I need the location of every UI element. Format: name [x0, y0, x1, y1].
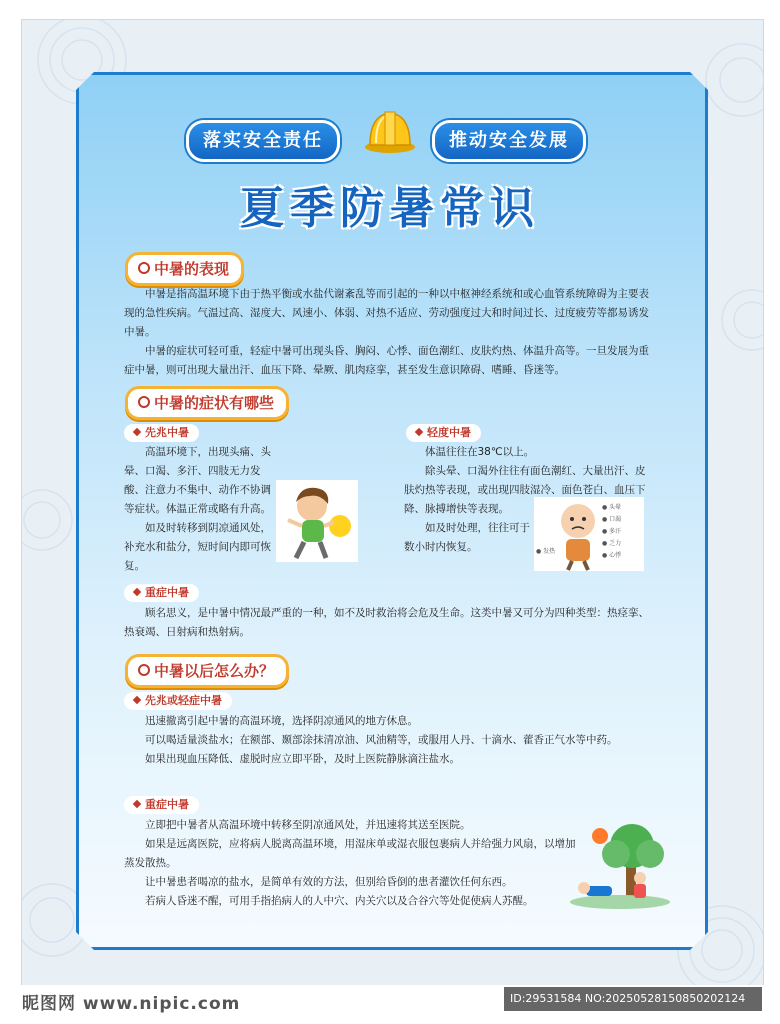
section-heading-symptoms [125, 252, 244, 286]
severe-body [124, 604, 654, 642]
hard-hat-icon [364, 103, 416, 159]
subheading-severe [124, 584, 199, 602]
svg-text:● 乏力: ● 乏力 [602, 540, 622, 547]
paragraph: 中暑的症状可轻可重，轻症中暑可出现头昏、胸闷、心悸、面色潮红、皮肤灼热、体温升高等。一旦发展为重症中暑，则可出现大量出汗、血压下降、晕厥、肌肉痉挛，甚至发生意识障碍、嗜睡、昏迷等。 [124, 345, 649, 376]
svg-text:● 发热: ● 发热 [536, 548, 556, 555]
rescue-under-tree-illustration [566, 824, 672, 914]
subheading-mild [406, 424, 481, 442]
paragraph: 迅速撤离引起中暑的高温环境，选择阴凉通风的地方休息。 [145, 715, 418, 727]
subheading-precursor [124, 424, 199, 442]
subheading-text: 重症中暑 [145, 798, 189, 811]
heatstroke-boy-illustration [276, 480, 358, 562]
diamond-bullet-icon [133, 588, 141, 596]
paragraph: 可以喝适量淡盐水；在额部、颞部涂抹清凉油、风油精等，或服用人丹、十滴水、藿香正气水等中药。 [145, 734, 618, 746]
paragraph: 如及时处理，往往可于数小时内恢复。 [404, 522, 530, 553]
paragraph: 高温环境下，出现头痛、头晕、口渴、多汗、四肢无力发酸、注意力不集中、动作不协调等症状。体温正常或略有升高。 [124, 446, 271, 515]
diamond-bullet-icon [133, 800, 141, 808]
subheading-text: 轻度中暑 [427, 426, 471, 439]
slogan-right: 推动安全发展 [432, 120, 586, 162]
paragraph: 若病人昏迷不醒，可用手指掐病人的人中穴、内关穴以及合谷穴等处促使病人苏醒。 [145, 895, 534, 907]
svg-text:● 口渴: ● 口渴 [602, 516, 622, 523]
subheading-text: 先兆或轻症中暑 [145, 694, 222, 707]
subheading-text: 先兆中暑 [145, 426, 189, 439]
poster-title: 夏季防暑常识 [240, 183, 540, 234]
slogan-left: 落实安全责任 [186, 120, 340, 162]
circle-bullet-icon [138, 664, 150, 676]
paragraph: 如果出现血压降低、虚脱时应立即平卧，及时上医院静脉滴注盐水。 [145, 753, 460, 765]
dizzy-person-illustration [534, 497, 644, 571]
svg-text:● 心悸: ● 心悸 [602, 552, 622, 559]
section-heading-what-to-do [125, 654, 289, 688]
svg-text:● 头晕: ● 头晕 [602, 504, 622, 511]
paragraph: 如果是远离医院，应将病人脱离高温环境，用湿床单或湿衣服包裹病人并给强力风扇，以增加蒸发散热。 [124, 838, 576, 869]
paragraph: 让中暑患者喝凉的盐水，是简单有效的方法，但别给昏倒的患者灌饮任何东西。 [145, 876, 513, 888]
svg-text:● 多汗: ● 多汗 [602, 528, 622, 535]
paragraph: 除头晕、口渴外往往有面色潮红、大量出汗、皮肤灼热等表现，或出现四肢湿冷、面色苍白、血压下降、脉搏增快等表现。 [404, 465, 646, 515]
watermark-text: 昵图网 www.nipic.com [22, 994, 241, 1014]
section-heading-text: 中暑的症状有哪些 [154, 394, 275, 412]
circle-bullet-icon [138, 396, 150, 408]
circle-bullet-icon [138, 262, 150, 274]
section-heading-types [125, 386, 289, 420]
paragraph: 体温往往在38℃以上。 [425, 446, 535, 458]
image-id-bar: ID:29531584 NO:20250528150850202124 [504, 987, 762, 1011]
paragraph: 顾名思义，是中暑中情况最严重的一种，如不及时救治将会危及生命。这类中暑又可分为四种类型：热痉挛、热衰竭、日射病和热射病。 [124, 607, 649, 638]
paragraph: 如及时转移到阴凉通风处，补充水和盐分，短时间内即可恢复。 [124, 522, 271, 572]
severe-treatment-body [124, 816, 580, 911]
mild-treatment-body [124, 712, 654, 769]
diamond-bullet-icon [415, 428, 423, 436]
subheading-mild-treatment [124, 692, 232, 710]
diamond-bullet-icon [133, 428, 141, 436]
section1-body [124, 285, 654, 380]
paragraph: 立即把中暑者从高温环境中转移至阴凉通风处，并迅速将其送至医院。 [145, 819, 471, 831]
subheading-text: 重症中暑 [145, 586, 189, 599]
section-heading-text: 中暑以后怎么办？ [154, 662, 275, 680]
subheading-severe-treatment [124, 796, 199, 814]
paragraph: 中暑是指高温环境下由于热平衡或水盐代谢紊乱等而引起的一种以中枢神经系统和或心血管系统障碍为主要表现的急性疾病。气温过高、湿度大、风速小、体弱、对热不适应、劳动强度过大和时间过长、过度疲劳等都易诱发中暑。 [124, 288, 649, 338]
diamond-bullet-icon [133, 696, 141, 704]
section-heading-text: 中暑的表现 [154, 260, 230, 278]
